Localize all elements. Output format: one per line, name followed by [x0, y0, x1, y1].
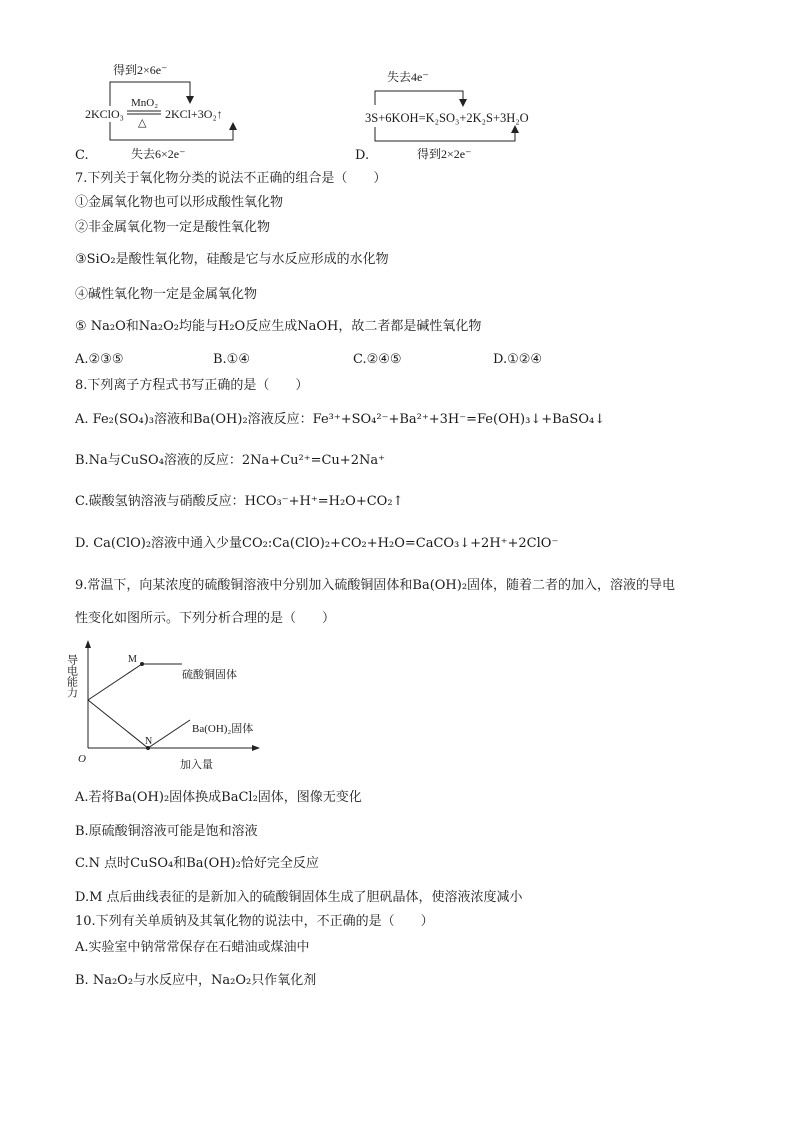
- q9-stem-line-1: 9.常温下，向某浓度的硫酸铜溶液中分别加入硫酸铜固体和Ba(OH)₂固体，随着二者的加入，溶液的导电: [75, 578, 676, 593]
- diagram-d-loss-arrow: [375, 91, 463, 105]
- q7-option-c[interactable]: C.②④⑤: [353, 352, 402, 367]
- q10-stem: 10.下列有关单质钠及其氧化物的说法中，不正确的是（ ）: [75, 914, 434, 929]
- q9-curve-copper-sulfate-label: 硫酸铜固体: [182, 668, 237, 681]
- q9-option-d[interactable]: D.M 点后曲线表征的是新加入的硫酸铜固体生成了胆矾晶体，使溶液浓度减小: [75, 890, 523, 905]
- diagram-c-loss-arrowhead: [229, 122, 237, 130]
- q9-x-axis-arrowhead: [252, 745, 260, 751]
- q9-x-axis-label: 加入量: [180, 758, 213, 771]
- diagram-d-gain-arrowhead: [511, 125, 519, 133]
- diagram-c-reactant: 2KClO₃: [85, 107, 124, 121]
- option-d-label: D.: [355, 148, 370, 163]
- q8-option-d[interactable]: D. Ca(ClO)₂溶液中通入少量CO₂:Ca(ClO)₂+CO₂+H₂O=CaCO₃↓+2H⁺+2ClO⁻: [75, 536, 559, 551]
- q9-curve-barium-hydroxide-label: Ba(OH)₂固体: [192, 723, 254, 735]
- diagram-c-loss-arrow: [110, 122, 233, 140]
- q9-conductivity-graph: [65, 636, 270, 776]
- q8-stem: 8.下列离子方程式书写正确的是（ ）: [75, 378, 309, 393]
- diagram-c-loss-label: 失去6×2e⁻: [131, 147, 186, 161]
- diagram-c-catalyst: MnO₂: [131, 97, 159, 109]
- diagram-c-gain-arrowhead: [186, 96, 194, 104]
- q7-statement-2: ②非金属氧化物一定是酸性氧化物: [75, 220, 271, 235]
- q9-point-m-label: M: [128, 654, 137, 665]
- q8-option-c[interactable]: C.碳酸氢钠溶液与硝酸反应：HCO₃⁻+H⁺=H₂O+CO₂↑: [75, 494, 404, 509]
- q7-option-b[interactable]: B.①④: [213, 352, 250, 367]
- diagram-d: [355, 65, 585, 165]
- diagram-d-loss-arrowhead: [459, 99, 467, 107]
- q9-curve-barium-hydroxide: [88, 700, 190, 748]
- q9-stem-line-2: 性变化如图所示。下列分析合理的是（ ）: [75, 611, 336, 626]
- q10-option-a[interactable]: A.实验室中钠常常保存在石蜡油或煤油中: [75, 940, 310, 955]
- diagram-d-gain-arrow: [375, 127, 515, 141]
- q7-statement-1: ①金属氧化物也可以形成酸性氧化物: [75, 195, 284, 210]
- option-c-label: C.: [75, 148, 89, 163]
- q8-option-a[interactable]: A. Fe₂(SO₄)₃溶液和Ba(OH)₂溶液反应：Fe³⁺+SO₄²⁻+Ba²⁺+3H⁻=Fe(OH)₃↓+BaSO₄↓: [75, 412, 606, 427]
- q9-origin-label: O: [78, 753, 86, 765]
- q9-option-c[interactable]: C.N 点时CuSO₄和Ba(OH)₂恰好完全反应: [75, 856, 319, 871]
- q7-option-d[interactable]: D.①②④: [493, 352, 543, 367]
- diagram-d-gain-label: 得到2×2e⁻: [417, 147, 472, 161]
- diagram-d-equation: 3S+6KOH=K₂SO₃+2K₂S+3H₂O: [365, 111, 529, 125]
- q7-statement-5: ⑤ Na₂O和Na₂O₂均能与H₂O反应生成NaOH，故二者都是碱性氧化物: [75, 319, 482, 334]
- q7-option-a[interactable]: A.②③⑤: [75, 352, 124, 367]
- diagram-c-heat: △: [138, 117, 147, 129]
- q7-stem: 7.下列关于氧化物分类的说法不正确的组合是（ ）: [75, 171, 387, 186]
- diagram-c-products: 2KCl+3O₂↑: [165, 107, 223, 121]
- diagram-d-loss-label: 失去4e⁻: [387, 70, 429, 84]
- q9-y-axis-label: 导电能力: [65, 654, 79, 698]
- q8-option-b[interactable]: B.Na与CuSO₄溶液的反应：2Na+Cu²⁺=Cu+2Na⁺: [75, 453, 385, 468]
- q9-point-n-label: N: [145, 736, 153, 747]
- diagram-c-gain-label: 得到2×6e⁻: [113, 63, 168, 77]
- q9-point-m: [140, 662, 144, 666]
- q7-statement-4: ④碱性氧化物一定是金属氧化物: [75, 287, 258, 302]
- q9-option-b[interactable]: B.原硫酸铜溶液可能是饱和溶液: [75, 824, 258, 839]
- q9-y-axis-arrowhead: [85, 640, 91, 648]
- q9-curve-copper-sulfate: [88, 664, 182, 700]
- diagram-c: [75, 58, 275, 166]
- q9-option-a[interactable]: A.若将Ba(OH)₂固体换成BaCl₂固体，图像无变化: [75, 790, 362, 805]
- q7-statement-3: ③SiO₂是酸性氧化物，硅酸是它与水反应形成的水化物: [75, 252, 389, 267]
- q10-option-b[interactable]: B. Na₂O₂与水反应中，Na₂O₂只作氧化剂: [75, 973, 317, 988]
